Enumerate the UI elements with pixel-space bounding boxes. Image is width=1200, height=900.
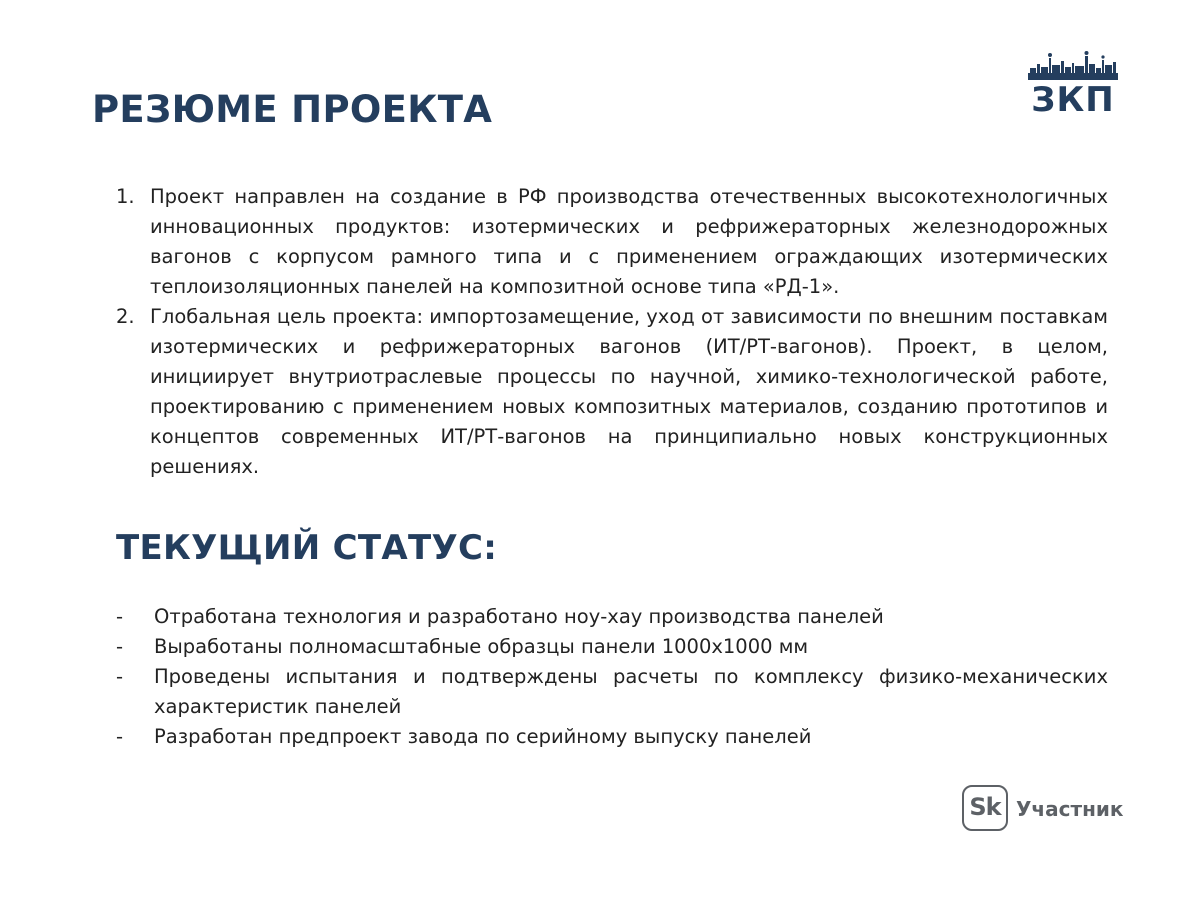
summary-item-number: 1.: [116, 185, 135, 208]
status-item: [114, 722, 1108, 752]
status-dash: -: [116, 605, 124, 628]
status-list: [114, 602, 1108, 752]
summary-list: [114, 182, 1108, 482]
summary-item-number: 2.: [116, 305, 135, 328]
zkp-logo: [1026, 50, 1120, 122]
page-title: РЕЗЮМЕ ПРОЕКТА: [92, 88, 493, 131]
skolkovo-participant-label: Участник: [1016, 797, 1124, 821]
summary-item-text: Глобальная цель проекта: импортозамещение, уход от зависимости по внешним поставкам изотермических и рефрижераторных вагонов (ИТ/РТ-вагонов). Проект, в целом, инициирует внутриотраслевые процессы по научной, химико-технологической работе, проектированию с применением новых композитных материалов, созданию прототипов и концептов современных ИТ/РТ-вагонов на принципиально новых конструкционных решениях.: [150, 305, 1108, 478]
status-title: ТЕКУЩИЙ СТАТУС:: [116, 528, 498, 568]
status-item: [114, 662, 1108, 722]
status-dash: -: [116, 635, 124, 658]
summary-item: [114, 302, 1108, 482]
status-item: [114, 602, 1108, 632]
zkp-logo-text: ЗКП: [1031, 80, 1115, 120]
status-item-text: Отработана технология и разработано ноу-хау производства панелей: [154, 605, 884, 628]
summary-item: [114, 182, 1108, 302]
summary-item-text: Проект направлен на создание в РФ производства отечественных высокотехнологичных инновационных продуктов: изотермических и рефрижераторных железнодорожных вагонов с корпусом рамного типа и с применением ограждающих изотермических теплоизоляционных панелей на композитной основе типа «РД-1».: [150, 185, 1108, 298]
status-item: [114, 632, 1108, 662]
skolkovo-sk-icon: Sk: [962, 785, 1008, 831]
status-item-text: Разработан предпроект завода по серийному выпуску панелей: [154, 725, 812, 748]
status-item-text: Проведены испытания и подтверждены расчеты по комплексу физико-механических характеристик панелей: [154, 665, 1108, 718]
factory-skyline-icon: [1026, 50, 1120, 82]
status-item-text: Выработаны полномасштабные образцы панели 1000х1000 мм: [154, 635, 809, 658]
status-dash: -: [116, 725, 124, 748]
status-dash: -: [116, 665, 124, 688]
